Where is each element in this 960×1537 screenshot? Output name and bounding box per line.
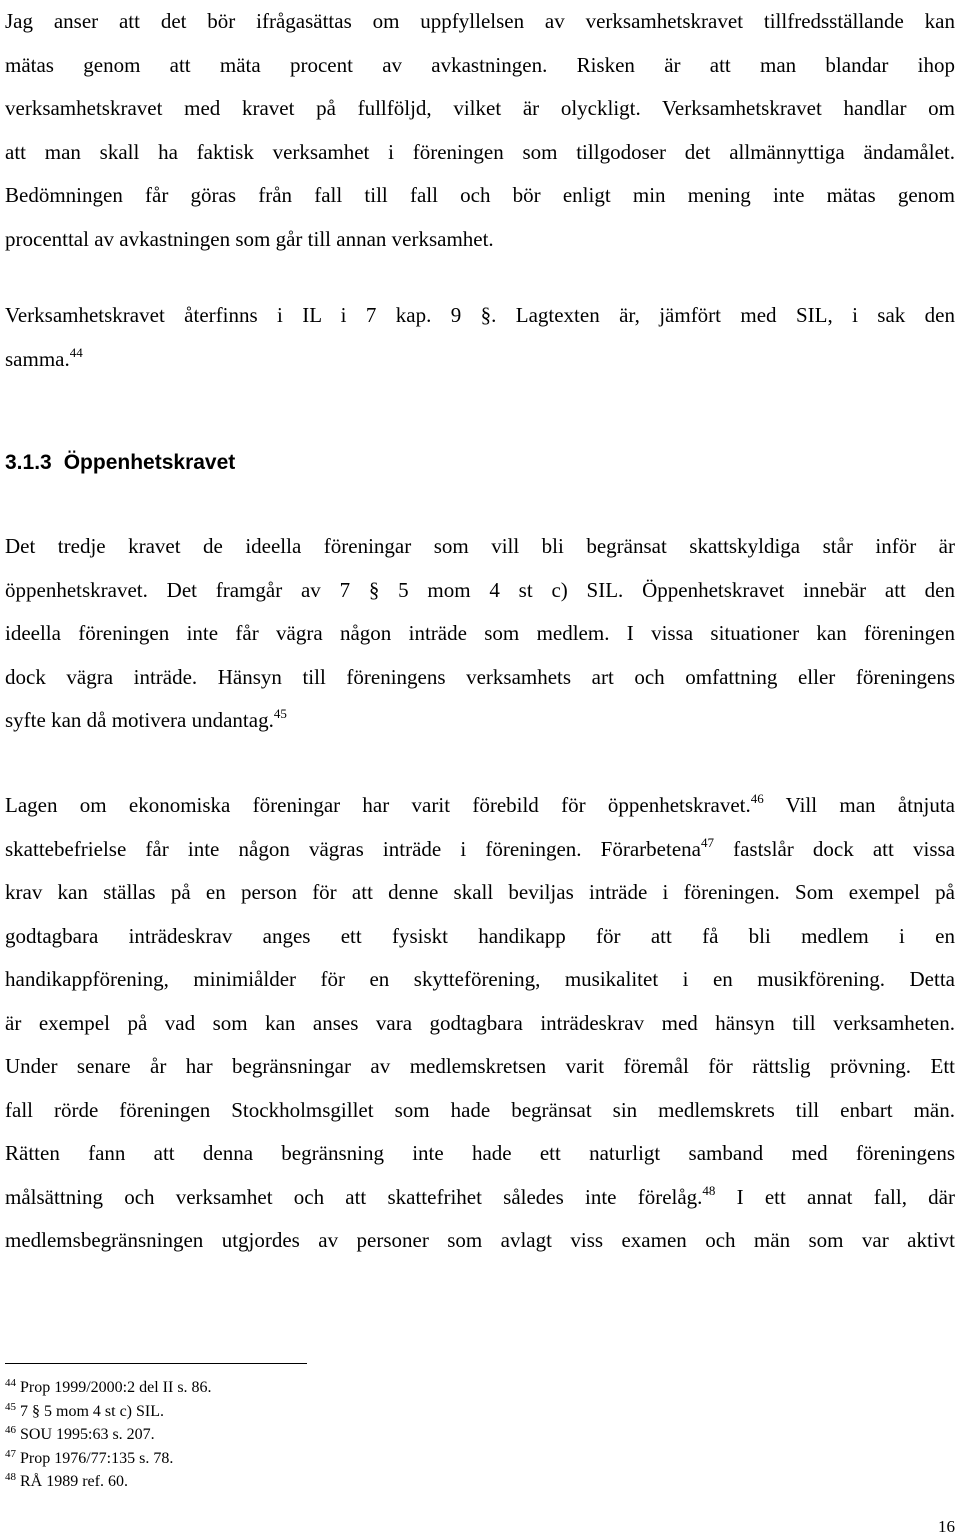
section-title: Öppenhetskravet — [63, 451, 236, 474]
footnote-45: $^{45}$ 7 § 5 mom 4 st c) SIL. — [5, 1400, 164, 1420]
footnote-ref-48[interactable]: 48 — [702, 1182, 716, 1198]
text-line: godtagbara inträdeskrav anges ett fysiskt handikapp för att få bli medlem i en — [5, 923, 955, 948]
text-line: ideella föreningen inte får vägra någon inträde som medlem. I vissa situationer kan föreningen — [5, 621, 955, 645]
paragraph-ekonomiska-foreningar — [5, 784, 955, 1263]
text-line: Under senare år har begränsningar av medlemskretsen varit föremål för rättslig prövning. Ett — [5, 1054, 955, 1078]
section-heading — [5, 451, 235, 475]
footnotes — [5, 1376, 212, 1494]
footnote-46: $^{46}$ SOU 1995:63 s. 207. — [5, 1424, 155, 1443]
text-line: syfte kan då motivera undantag.$^{45}$ — [5, 706, 287, 732]
text-line: är exempel på vad som kan anses vara godtagbara inträdeskrav med hänsyn till verksamheten. — [5, 1010, 955, 1035]
text-line: handikappförening, minimiålder för en skytteförening, musikalitet i en musikförening. Detta — [5, 967, 955, 991]
text-line: dock vägra inträde. Hänsyn till föreningens verksamhets art och omfattning eller föreningens — [5, 664, 955, 689]
text-line: Verksamhetskravet återfinns i IL i 7 kap. 9 §. Lagtexten är, jämfört med SIL, i sak den — [5, 303, 955, 327]
text-line: Lagen om ekonomiska föreningar har varit förebild för öppenhetskravet.$^{46}$ Vill man åtnjuta — [5, 791, 955, 817]
paragraph-oppenhetskravet — [5, 525, 955, 743]
text-line: verksamhetskravet med kravet på fullföljd, vilket är olyckligt. Verksamhetskravet handlar om — [5, 96, 955, 120]
footnote-separator — [5, 1363, 307, 1364]
text-line: fall rörde föreningen Stockholmsgillet som hade begränsat sin medlemskrets till enbart män. — [5, 1097, 955, 1122]
footnote-48: $^{48}$ RÅ 1989 ref. 60. — [5, 1471, 128, 1490]
text-line: att man skall ha faktisk verksamhet i föreningen som tillgodoser det allmännyttiga ändamålet. — [5, 139, 955, 164]
text-line: öppenhetskravet. Det framgår av 7 § 5 mom 4 st c) SIL. Öppenhetskravet innebär att den — [5, 577, 955, 602]
footnote-47: $^{47}$ Prop 1976/77:135 s. 78. — [5, 1447, 174, 1467]
text-line: procenttal av avkastningen som går till annan verksamhet. — [5, 226, 494, 251]
text-line: Det tredje kravet de ideella föreningar som vill bli begränsat skattskyldiga står inför är — [5, 534, 955, 558]
footnote-ref-46[interactable]: 46 — [750, 791, 764, 806]
text-line: Rätten fann att denna begränsning inte hade ett naturligt samband med föreningens — [5, 1141, 955, 1165]
paragraph-verksamhetskravet — [5, 0, 955, 261]
text-line: medlemsbegränsningen utgjordes av personer som avlagt viss examen och män som var aktivt — [5, 1228, 955, 1252]
paragraph-il-reference — [5, 294, 955, 381]
text-line: Bedömningen får göras från fall till fall och bör enligt min mening inte mätas genom — [5, 183, 955, 207]
text-line: målsättning och verksamhet och att skattefrihet således inte förelåg.$^{48}$ I ett annat fall, där — [5, 1182, 955, 1209]
text-line: krav kan ställas på en person för att denne skall beviljas inträde i föreningen. Som exempel på — [5, 880, 955, 904]
page-number: 16 — [938, 1517, 955, 1536]
text-line: Jag anser att det bör ifrågasättas om uppfyllelsen av verksamhetskravet tillfredsställande kan — [5, 9, 955, 33]
footnote-44: $^{44}$ Prop 1999/2000:2 del II s. 86. — [5, 1377, 212, 1396]
footnote-ref-45[interactable]: 45 — [273, 706, 287, 721]
text-line: samma.$^{44}$ — [5, 344, 83, 371]
section-number: 3.1.3 — [5, 451, 52, 474]
text-line: skattebefrielse får inte någon vägras inträde i föreningen. Förarbetena$^{47}$ fastslår dock att vissa — [5, 834, 955, 861]
footnote-ref-47[interactable]: 47 — [700, 834, 714, 850]
footnote-ref-44[interactable]: 44 — [69, 344, 83, 360]
text-line: mätas genom att mäta procent av avkastningen. Risken är att man blandar ihop — [5, 52, 955, 77]
